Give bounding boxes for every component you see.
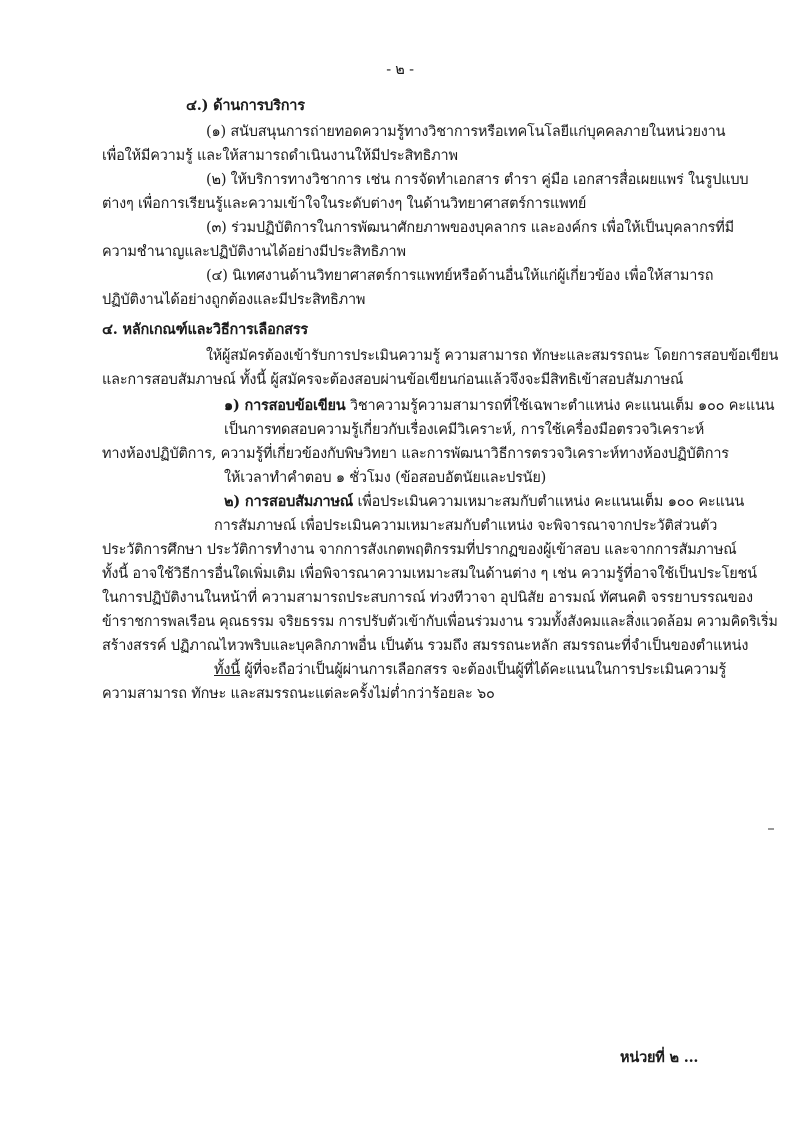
written-exam-time: ให้เวลาทำคำตอบ ๑ ชั่วโมง (ข้อสอบอัตนัยและปรนัย) [224,470,547,486]
interview-title-line [224,492,744,512]
written-exam-title: ๑) การสอบข้อเขียน [224,397,346,414]
next-page-indicator: หน่วยที่ ๒ ... [620,1049,699,1066]
criteria-text: ผู้ที่จะถือว่าเป็นผู้ผ่านการเลือกสรร จะต้องเป็นผู้ที่ได้คะแนนในการประเมินความรู้ [239,662,727,678]
criteria-underlined: ทั้งนี้ [214,662,240,678]
written-exam-subject: วิชาความรู้ความสามารถที่ใช้เฉพาะตำแหน่ง คะแนนเต็ม ๑๐๐ คะแนน [345,398,775,414]
interview-purpose: เพื่อประเมินความเหมาะสมกับตำแหน่ง คะแนนเต็ม ๑๐๐ คะแนน [353,494,745,510]
service-item-1-line1: (๑) สนับสนุนการถ่ายทอดความรู้ทางวิชาการหรือเทคโนโลยีแก่บุคคลภายในหน่วยงาน [206,124,726,140]
interview-line6: สร้างสรรค์ ปฏิภาณไหวพริบและบุคลิกภาพอื่น เป็นต้น รวมถึง สมรรถนะหลัก สมรรถนะที่จำเป็นของตำแหน่ง [102,638,749,654]
interview-line1: การสัมภาษณ์ เพื่อประเมินความเหมาะสมกับตำแหน่ง จะพิจารณาจากประวัติส่วนตัว [214,518,718,534]
service-item-4-line2: ปฏิบัติงานได้อย่างถูกต้องและมีประสิทธิภาพ [102,292,366,308]
scan-mark [768,828,774,830]
written-exam-line2: เป็นการทดสอบความรู้เกี่ยวกับเรื่องเคมีวิเคราะห์, การใช้เครื่องมือตรวจวิเคราะห์ [224,422,705,438]
written-exam-title-line [224,396,774,416]
criteria-line1 [214,660,726,680]
interview-line3: ทั้งนี้ อาจใช้วิธีการอื่นใดเพิ่มเติม เพื่อพิจารณาความเหมาะสมในด้านต่าง ๆ เช่น ความรู้ที่อาจใช้เป็นประโยชน์ [102,566,757,582]
interview-line2: ประวัติการศึกษา ประวัติการทำงาน จากการสังเกตพฤติกรรมที่ปรากฏของผู้เข้าสอบ และจากการสัมภาษณ์ [102,542,737,558]
service-item-4-line1: (๔) นิเทศงานด้านวิทยาศาสตร์การแพทย์หรือด้านอื่นให้แก่ผู้เกี่ยวข้อง เพื่อให้สามารถ [206,268,714,284]
interview-line5: ข้าราชการพลเรือน คุณธรรม จริยธรรม การปรับตัวเข้ากับเพื่อนร่วมงาน รวมทั้งสังคมและสิ่งแวดล้อม ความคิดริเริ่ม [102,614,778,630]
service-item-3-line1: (๓) ร่วมปฏิบัติการในการพัฒนาศักยภาพของบุคลากร และองค์กร เพื่อให้เป็นบุคลากรที่มี [206,220,734,236]
criteria-line2: ความสามารถ ทักษะ และสมรรถนะแต่ละครั้งไม่ต่ำกว่าร้อยละ ๖๐ [102,686,495,702]
service-item-3-line2: ความชำนาญและปฏิบัติงานได้อย่างมีประสิทธิภาพ [102,244,406,260]
service-item-1-line2: เพื่อให้มีความรู้ และให้สามารถดำเนินงานให้มีประสิทธิภาพ [102,148,458,164]
selection-heading: ๔. หลักเกณฑ์และวิธีการเลือกสรร [102,321,308,338]
service-heading: ๔.) ด้านการบริการ [186,97,305,114]
service-item-2-line2: ต่างๆ เพื่อการเรียนรู้และความเข้าใจในระดับต่างๆ ในด้านวิทยาศาสตร์การแพทย์ [102,196,587,212]
written-exam-line3: ทางห้องปฏิบัติการ, ความรู้ที่เกี่ยวข้องกับพิษวิทยา และการพัฒนาวิธีการตรวจวิเคราะห์ทางห้องปฏิบัติการ [102,446,729,462]
selection-intro-line2: และการสอบสัมภาษณ์ ทั้งนี้ ผู้สมัครจะต้องสอบผ่านข้อเขียนก่อนแล้วจึงจะมีสิทธิเข้าสอบสัมภาษณ์ [102,372,684,388]
interview-line4: ในการปฏิบัติงานในหน้าที่ ความสามารถประสบการณ์ ท่วงทีวาจา อุปนิสัย อารมณ์ ทัศนคติ จรรยาบรรณของ [102,590,753,606]
selection-intro-line1: ให้ผู้สมัครต้องเข้ารับการประเมินความรู้ ความสามารถ ทักษะและสมรรถนะ โดยการสอบข้อเขียน [206,348,779,364]
page-number: - ๒ - [386,62,414,78]
interview-title: ๒) การสอบสัมภาษณ์ [224,493,354,510]
service-item-2-line1: (๒) ให้บริการทางวิชาการ เช่น การจัดทำเอกสาร ตำรา คู่มือ เอกสารสื่อเผยแพร่ ในรูปแบบ [206,172,749,188]
